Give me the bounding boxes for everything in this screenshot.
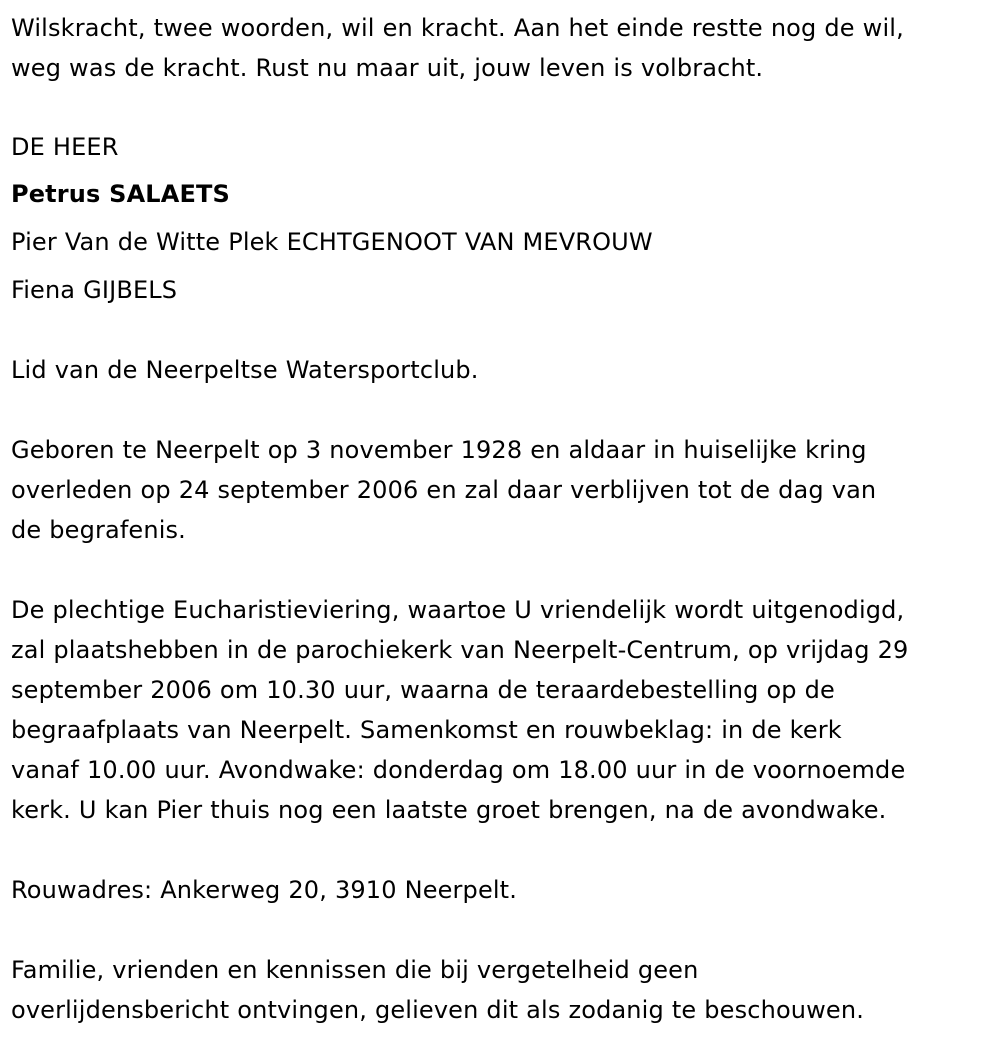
spouse-line: Fiena GIJBELS xyxy=(11,276,178,304)
title-prefix: DE HEER xyxy=(11,133,119,161)
deceased-name: Petrus SALAETS xyxy=(11,180,230,208)
membership-text: Lid van de Neerpeltse Watersportclub. xyxy=(11,356,479,384)
spouse-line: Pier Van de Witte Plek ECHTGENOOT VAN MEVROUW xyxy=(11,228,653,256)
closing-note-line: overlijdensbericht ontvingen, gelieven dit als zodanig te beschouwen. xyxy=(11,996,864,1024)
ceremony-line: begraafplaats van Neerpelt. Samenkomst en rouwbeklag: in de kerk xyxy=(11,716,842,744)
intro-poem-line: weg was de kracht. Rust nu maar uit, jouw leven is volbracht. xyxy=(11,54,764,82)
ceremony-line: zal plaatshebben in de parochiekerk van Neerpelt-Centrum, op vrijdag 29 xyxy=(11,636,909,664)
intro-poem-line: Wilskracht, twee woorden, wil en kracht. Aan het einde restte nog de wil, xyxy=(11,14,904,42)
birth-death-line: de begrafenis. xyxy=(11,516,186,544)
mourning-address: Rouwadres: Ankerweg 20, 3910 Neerpelt. xyxy=(11,876,518,904)
ceremony-line: vanaf 10.00 uur. Avondwake: donderdag om 18.00 uur in de voornoemde xyxy=(11,756,906,784)
birth-death-line: Geboren te Neerpelt op 3 november 1928 en aldaar in huiselijke kring xyxy=(11,436,867,464)
ceremony-line: september 2006 om 10.30 uur, waarna de teraardebestelling op de xyxy=(11,676,835,704)
birth-death-line: overleden op 24 september 2006 en zal daar verblijven tot de dag van xyxy=(11,476,877,504)
closing-note-line: Familie, vrienden en kennissen die bij vergetelheid geen xyxy=(11,956,699,984)
ceremony-line: kerk. U kan Pier thuis nog een laatste groet brengen, na de avondwake. xyxy=(11,796,887,824)
ceremony-line: De plechtige Eucharistieviering, waartoe U vriendelijk wordt uitgenodigd, xyxy=(11,596,905,624)
